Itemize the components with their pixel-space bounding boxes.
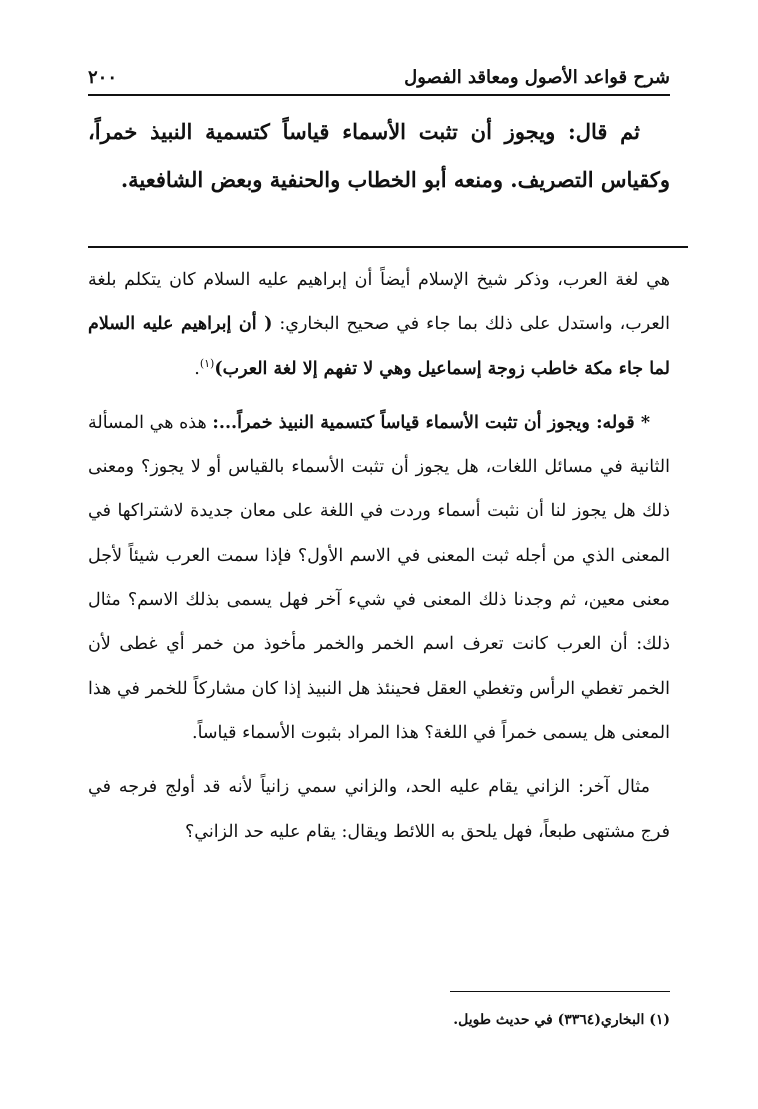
paragraph-2 bbox=[88, 401, 670, 755]
matn-paragraph: ثم قال: ويجوز أن تثبت الأسماء قياساً كتسمية النبيذ خمراً، وكقياس التصريف. ومنعه أبو الخطاب والحنفية وبعض الشافعية. bbox=[88, 119, 670, 192]
footnote-marker[interactable]: (١) bbox=[199, 356, 215, 370]
p1-bold-quote: ( أن إبراهيم عليه السلام لما جاء مكة خاطب زوجة إسماعيل وهي لا تفهم إلا لغة العرب) bbox=[88, 314, 670, 379]
commentary-body bbox=[88, 258, 670, 864]
matn-divider bbox=[88, 246, 688, 248]
paragraph-1 bbox=[88, 258, 670, 391]
paragraph-3: مثال آخر: الزاني يقام عليه الحد، والزاني سمي زانياً لأنه قد أولج فرجه في فرج مشتهى طبعاً، فهل يلحق به اللائط ويقال: يقام عليه حد الزاني؟ bbox=[88, 777, 670, 842]
p2-plain: هذه هي المسألة الثانية في مسائل اللغات، هل يجوز أن تثبت الأسماء بالقياس أو لا يجوز؟ ومعنى ذلك هل يجوز لنا أن نثبت أسماء وردت في اللغة على معان جديدة لاشتراكها في المعنى الذي من أجله ثبت المعنى في الاسم الأول؟ فإذا سمت العرب شيئاً لأجل معنى معين، ثم وجدنا ذلك المعنى في شيء آخر فهل يسمى بذلك الاسم؟ مثال ذلك: أن العرب كانت تعرف اسم الخمر والخمر مأخوذ من خمر أي غطى لأن الخمر تغطي الرأس وتغطي العقل فحينئذ هل النبيذ إذا كان مشاركاً للخمر في هذا المعنى هل يسمى خمراً في اللغة؟ هذا المراد بثبوت الأسماء قياساً. bbox=[88, 412, 670, 743]
page-number: ٢٠٠ bbox=[88, 67, 118, 88]
footnote-divider bbox=[450, 991, 670, 992]
p1-plain: هي لغة العرب، وذكر شيخ الإسلام أيضاً أن إبراهيم عليه السلام كان يتكلم بلغة العرب، واستدل على ذلك بما جاء في صحيح البخاري: bbox=[88, 270, 670, 335]
p2-bold-heading: * قوله: ويجوز أن تثبت الأسماء قياساً كتسمية النبيذ خمراً...: bbox=[212, 412, 651, 433]
matn-text bbox=[88, 108, 670, 204]
footnote: (١) البخاري(٣٣٦٤) في حديث طويل. bbox=[453, 1012, 670, 1028]
book-title: شرح قواعد الأصول ومعاقد الفصول bbox=[404, 67, 670, 88]
running-header bbox=[88, 58, 670, 96]
p1-end: . bbox=[194, 358, 200, 379]
